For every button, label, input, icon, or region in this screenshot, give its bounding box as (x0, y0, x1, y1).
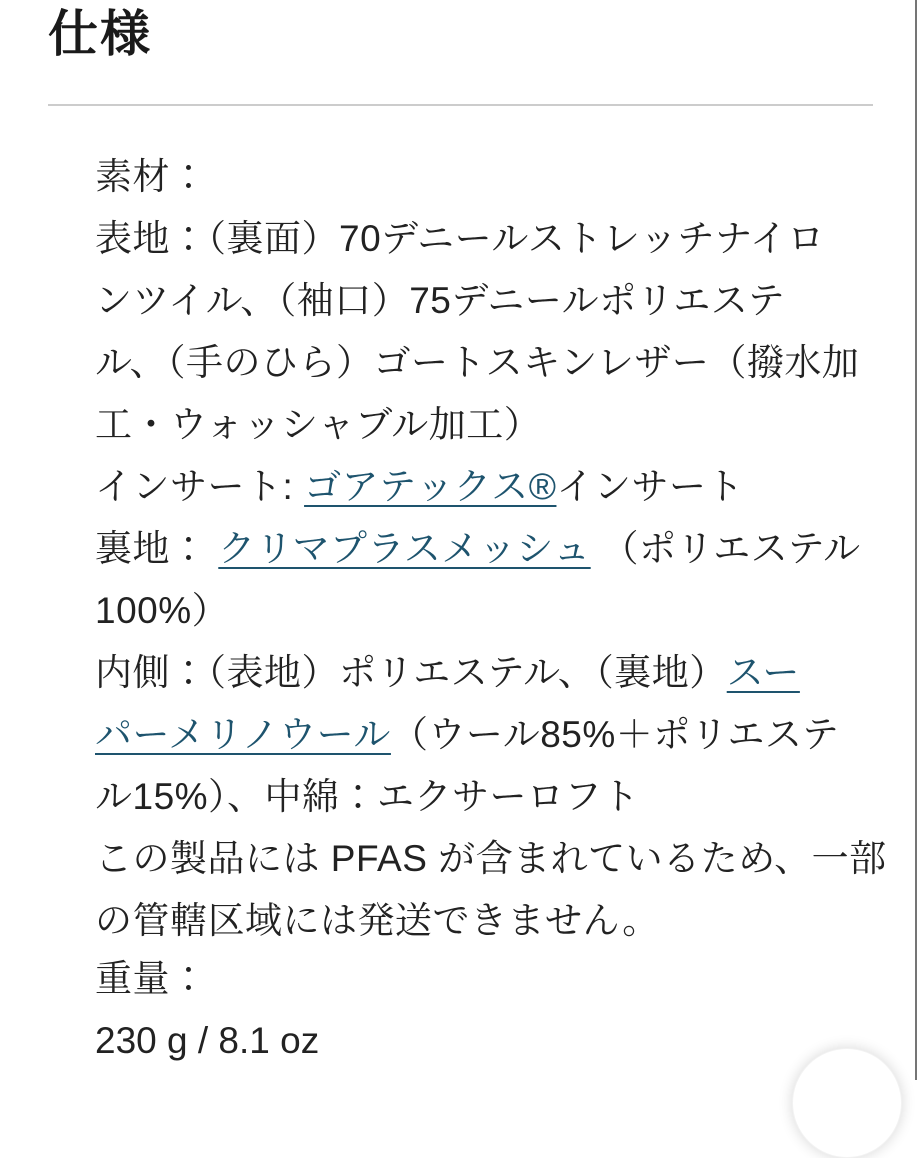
spec-text-segment: この製品には PFAS が含まれているため、一部 (95, 838, 887, 879)
spec-text-segment: 素材： (95, 156, 208, 197)
spec-text-segment: インサート: (95, 466, 305, 507)
section-divider (48, 104, 873, 106)
climaplus-mesh-link[interactable]: クリマプラスメッシュ (218, 528, 591, 569)
super-merino-wool-link[interactable]: パーメリノウール (95, 714, 391, 755)
page-title: 仕様 (48, 6, 152, 62)
spec-text-segment: 100%） (95, 590, 230, 631)
spec-text-segment: の管轄区域には発送できません。 (95, 900, 660, 941)
spec-text-segment: （ウール85%＋ポリエステ (390, 714, 840, 755)
spec-text-segment: 内側：（表地）ポリエステル、（裏地） (95, 652, 727, 693)
spec-text-segment: ル、（手のひら）ゴートスキンレザー（撥水加 (95, 342, 860, 383)
spec-text-segment: ンツイル、（袖口）75デニールポリエステ (95, 280, 786, 321)
weight-value: 230 g / 8.1 oz (95, 1020, 320, 1061)
scrollbar-track[interactable] (915, 0, 917, 1080)
weight-heading: 重量： (95, 958, 208, 999)
spec-text-segment: インサート (556, 466, 744, 507)
super-merino-wool-link[interactable]: スー (726, 652, 800, 693)
gore-tex-insert-link[interactable]: ゴアテックス® (304, 466, 557, 507)
spec-text-segment: 裏地： (95, 528, 219, 569)
spec-text-segment: ル15%）、中綿：エクサーロフト (95, 776, 640, 817)
floating-action-button-partial[interactable] (792, 1048, 902, 1158)
spec-text-segment: 工・ウォッシャブル加工） (95, 404, 542, 445)
spec-text-segment: 表地：（裏面）70デニールストレッチナイロ (95, 218, 825, 259)
spec-text-segment: （ポリエステル (590, 528, 861, 569)
spec-text-block (95, 146, 907, 952)
